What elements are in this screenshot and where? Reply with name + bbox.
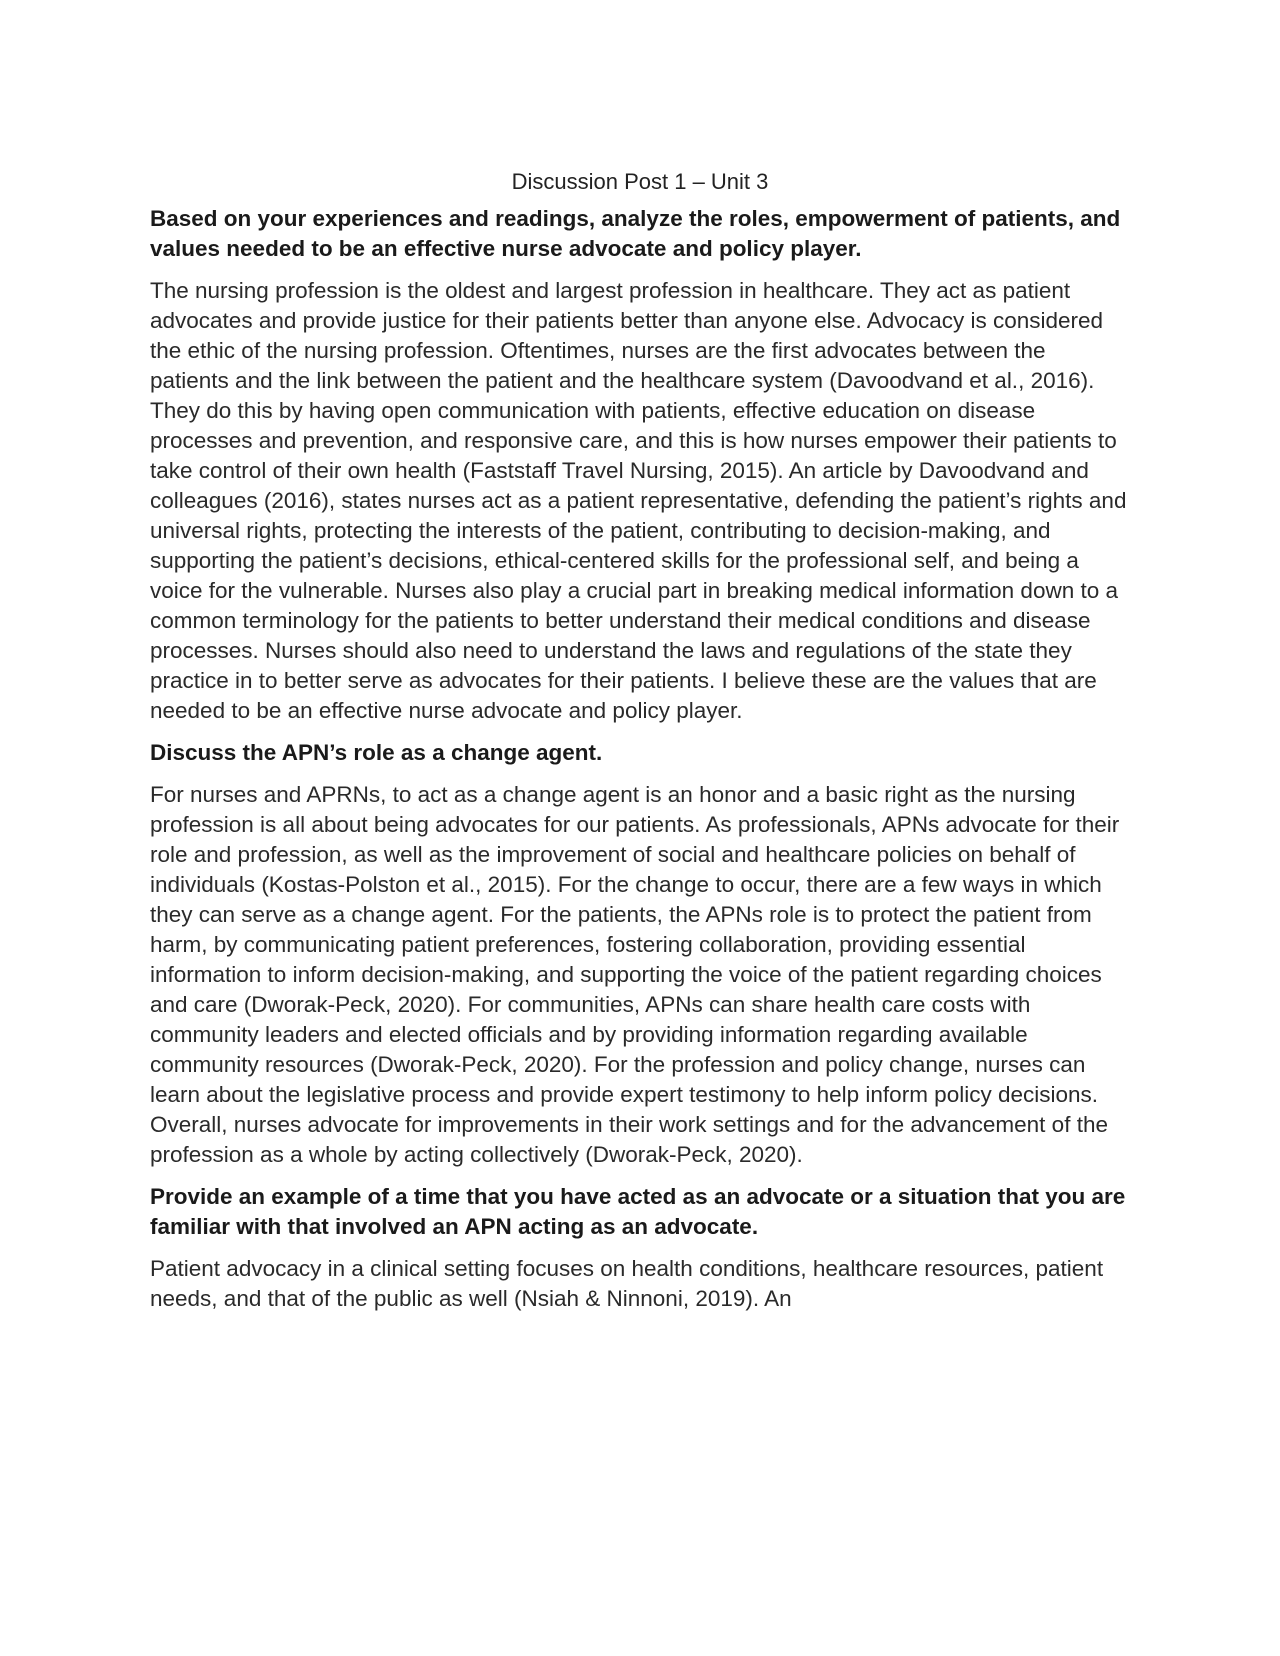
question-2-heading: Discuss the APN’s role as a change agent. (150, 740, 603, 765)
answer-2-paragraph: For nurses and APRNs, to act as a change agent is an honor and a basic right as the nursing profession is all about being advocates for our patients. As professionals, APNs advocate for their role and profession, as well as the improvement of social and healthcare policies on behalf of individuals (Kostas-Polston et al., 2015). For the change to occur, there are a few ways in which they can serve as a change agent. For the patients, the APNs role is to protect the patient from harm, by communicating patient preferences, fostering collaboration, providing essential information to inform decision-making, and supporting the voice of the patient regarding choices and care (Dworak-Peck, 2020). For communities, APNs can share health care costs with community leaders and elected officials and by providing information regarding available community resources (Dworak-Peck, 2020). For the profession and policy change, nurses can learn about the legislative process and provide expert testimony to help inform policy decisions. Overall, nurses advocate for improvements in their work settings and for the advancement of the profession as a whole by acting collectively (Dworak-Peck, 2020). (150, 782, 1120, 1167)
answer-1-paragraph: The nursing profession is the oldest and largest profession in healthcare. They act as patient advocates and provide justice for their patients better than anyone else. Advocacy is considered the ethic of the nursing profession. Oftentimes, nurses are the first advocates between the patients and the link between the patient and the healthcare system (Davoodvand et al., 2016). They do this by having open communication with patients, effective education on disease processes and prevention, and responsive care, and this is how nurses empower their patients to take control of their own health (Faststaff Travel Nursing, 2015). An article by Davoodvand and colleagues (2016), states nurses act as a patient representative, defending the patient’s rights and universal rights, protecting the interests of the patient, contributing to decision-making, and supporting the patient’s decisions, ethical-centered skills for the professional self, and being a voice for the vulnerable. Nurses also play a crucial part in breaking medical information down to a common terminology for the patients to better understand their medical conditions and disease processes. Nurses should also need to understand the laws and regulations of the state they practice in to better serve as advocates for their patients. I believe these are the values that are needed to be an effective nurse advocate and policy player. (150, 278, 1127, 723)
document-title: Discussion Post 1 – Unit 3 (511, 169, 769, 194)
answer-3-paragraph: Patient advocacy in a clinical setting focuses on health conditions, healthcare resources, patient needs, and that of the public as well (Nsiah & Ninnoni, 2019). An (150, 1256, 1104, 1311)
question-3-heading: Provide an example of a time that you have acted as an advocate or a situation that you are familiar with that involved an APN acting as an advocate. (150, 1184, 1126, 1239)
document-page (150, 168, 1130, 1326)
question-1-heading: Based on your experiences and readings, analyze the roles, empowerment of patients, and values needed to be an effective nurse advocate and policy player. (150, 206, 1121, 261)
